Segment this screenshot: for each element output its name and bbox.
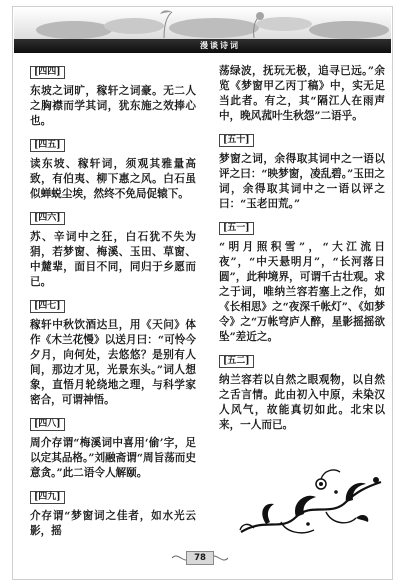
entry-number: [四九] (30, 491, 65, 504)
entry-number: [四四] (30, 66, 65, 79)
entry-number: [四七] (30, 300, 65, 313)
entry (219, 132, 385, 212)
entry-number: [四五] (30, 139, 65, 152)
entry (30, 64, 196, 129)
entry (219, 220, 385, 345)
entry (30, 210, 196, 290)
entry-number: [四八] (30, 418, 65, 431)
entry-number: [四六] (30, 212, 65, 225)
entry-text: 周介存谓“梅溪词中喜用‘偷’字，足以定其品格。”刘融斋谓“周旨荡而史意贪。”此二语令人解颐。 (30, 437, 196, 479)
entry-text: 东坡之词旷，稼轩之词豪。无二人之胸襟而学其词，犹东施之效捧心也。 (30, 85, 196, 127)
entry-continuation (219, 64, 385, 124)
left-column (30, 64, 196, 547)
entry-text: 纳兰容若以自然之眼观物，以自然之舌言情。此由初入中原，未染汉人风气，故能真切如此。北宋以来，一人而已。 (219, 374, 385, 431)
entry (219, 353, 385, 433)
page-number: 78 (186, 551, 214, 565)
header-title: 漫谈诗词 (200, 41, 240, 50)
entry (30, 137, 196, 202)
entry-text: 荡绿波，抚玩无极，追寻已远。”余览《梦窗甲乙丙丁稿》中，实无足当此者。有之，其“隔江人在雨声中，晚风菰叶生秋怨”二语乎。 (219, 65, 385, 122)
entry-text: 稼轩中秋饮酒达旦，用《天问》体作《木兰花慢》以送月曰：“可怜今夕月，向何处，去悠悠？是别有人间，那边才见，光景东头。”词人想象，直悟月轮绕地之理，与科学家密合，可谓神悟。 (30, 319, 196, 406)
entry (30, 298, 196, 408)
entry-text: 梦窗之词，余得取其词中之一语以评之曰：“映梦窗，凌乱碧。”玉田之词，余得取其词中之一语以评之曰：“玉老田荒。” (219, 153, 385, 210)
entry-text: 苏、辛词中之狂，白石犹不失为狷，若梦窗、梅溪、玉田、草窗、中麓辈，面目不同，同归于乡愿而已。 (30, 231, 196, 288)
header-banner (14, 8, 391, 54)
entry (30, 416, 196, 481)
entry-number: [五十] (219, 134, 254, 147)
floral-ornament-icon (236, 462, 386, 542)
entry-text: “明月照积雪”，“大江流日夜”，“中天悬明月”，“长河落日圆”，此种境界，可谓千古壮观。求之于词，唯纳兰容若塞上之作，如《长相思》之“夜深千帐灯”、《如梦令》之“万帐穹庐人醉，星影摇摇欲坠”差近之。 (219, 241, 385, 343)
entry (30, 489, 196, 539)
entry-number: [五一] (219, 222, 254, 235)
entry-number: [五二] (219, 355, 254, 368)
right-column (219, 64, 385, 441)
entry-text: 介存谓“梦窗词之佳者，如水光云影，摇 (30, 510, 196, 537)
entry-text: 读东坡、稼轩词，须观其雅量高致，有伯夷、柳下惠之风。白石虽似蝉蜕尘埃，然终不免局促辕下。 (30, 158, 196, 200)
